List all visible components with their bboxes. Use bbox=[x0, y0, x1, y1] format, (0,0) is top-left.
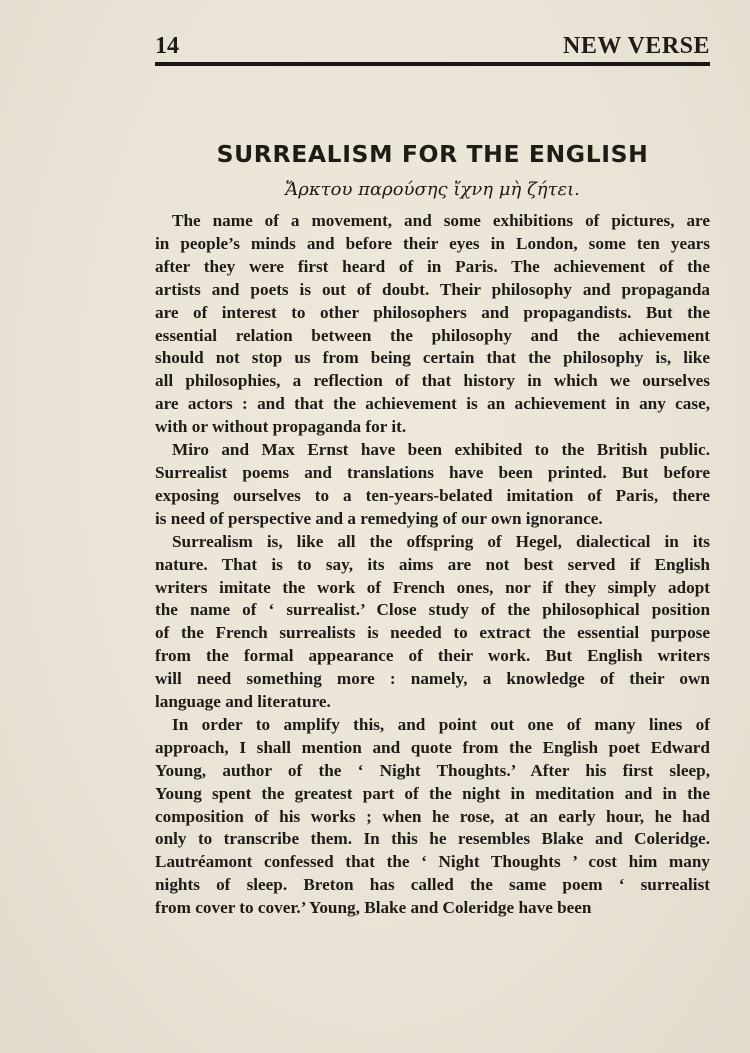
text-line: nights of sleep. Breton has called the same poem ‘ surrealist bbox=[155, 875, 710, 895]
epigraph: Ἄρκτου παρούσης ἴχνη μὴ ζήτει. bbox=[285, 179, 580, 200]
text-line: Miro and Max Ernst have been exhibited to the British public. bbox=[172, 440, 710, 460]
text-line: is need of perspective and a remedying of our own ignorance. bbox=[155, 508, 603, 528]
text-line: Surrealist poems and translations have been printed. But before bbox=[155, 462, 710, 482]
text-line: should not stop us from being certain that the philosophy is, like bbox=[155, 348, 710, 368]
text-line: Surrealism is, like all the offspring of Hegel, dialectical in its bbox=[172, 531, 710, 551]
header-rule bbox=[155, 62, 710, 66]
text-line: Young spent the greatest part of the night in meditation and in the bbox=[155, 783, 710, 803]
text-line: with or without propaganda for it. bbox=[155, 417, 407, 437]
text-line: exposing ourselves to a ten-years-belated imitation of Paris, there bbox=[155, 485, 710, 505]
text-line: of the French surrealists is needed to extract the essential purpose bbox=[155, 623, 710, 643]
text-line: after they were first heard of in Paris. The achievement of the bbox=[155, 256, 710, 276]
body-paragraph bbox=[155, 531, 710, 714]
text-line: nature. That is to say, its aims are not best served if English bbox=[155, 554, 710, 574]
text-line: In order to amplify this, and point out one of many lines of bbox=[172, 714, 710, 734]
text-line: from cover to cover.’ Young, Blake and Coleridge have been bbox=[155, 898, 592, 918]
article-title: SURREALISM FOR THE ENGLISH bbox=[216, 140, 649, 168]
text-line: are of interest to other philosophers and propagandists. But the bbox=[155, 302, 710, 322]
text-line: approach, I shall mention and quote from the English poet Edward bbox=[155, 737, 710, 757]
running-head bbox=[155, 30, 710, 62]
text-line: in people’s minds and before their eyes in London, some ten years bbox=[155, 233, 710, 253]
journal-name: NEW VERSE bbox=[563, 33, 710, 59]
text-line: all philosophies, a reflection of that history in which we ourselves bbox=[155, 371, 710, 391]
text-line: Young, author of the ‘ Night Thoughts.’ After his first sleep, bbox=[155, 760, 710, 780]
page-number: 14 bbox=[155, 33, 179, 59]
text-line: writers imitate the work of French ones, nor if they simply adopt bbox=[155, 577, 710, 597]
text-line: are actors : and that the achievement is an achievement in any case, bbox=[155, 394, 710, 414]
text-line: Lautréamont confessed that the ‘ Night Thoughts ’ cost him many bbox=[155, 852, 710, 872]
text-line: the name of ‘ surrealist.’ Close study of the philosophical position bbox=[155, 600, 710, 620]
article-body bbox=[155, 210, 710, 920]
text-line: from the formal appearance of their work. But English writers bbox=[155, 646, 710, 666]
text-line: composition of his works ; when he rose, at an early hour, he had bbox=[155, 806, 710, 826]
text-line: essential relation between the philosophy and the achievement bbox=[155, 325, 710, 345]
body-paragraph bbox=[155, 210, 710, 439]
text-line: artists and poets is out of doubt. Their philosophy and propaganda bbox=[155, 279, 710, 299]
body-paragraph bbox=[155, 439, 710, 531]
text-line: The name of a movement, and some exhibitions of pictures, are bbox=[172, 211, 710, 230]
body-paragraph bbox=[155, 714, 710, 920]
text-line: will need something more : namely, a knowledge of their own bbox=[155, 669, 710, 689]
text-line: language and literature. bbox=[155, 692, 331, 712]
text-line: only to transcribe them. In this he resembles Blake and Coleridge. bbox=[155, 829, 710, 849]
